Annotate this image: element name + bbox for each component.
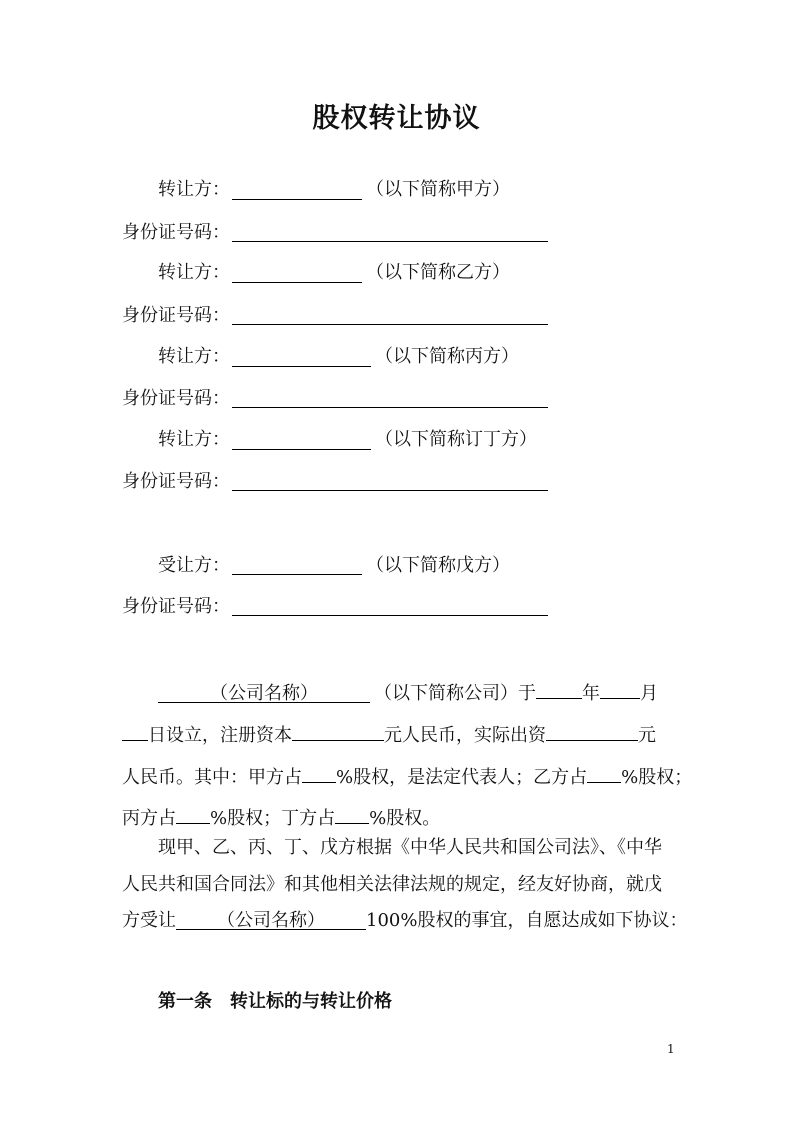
- day-blank[interactable]: [122, 720, 148, 741]
- party-e-id-label: 身份证号码：: [122, 596, 230, 617]
- yuan-text: 元: [638, 725, 656, 746]
- party-e-label: 受让方：: [158, 555, 230, 576]
- party-d-name-blank[interactable]: [232, 449, 371, 450]
- paid-capital-blank[interactable]: [546, 720, 638, 741]
- agreement-para-line2: 人民共和国合同法》和其他相关法律法规的规定，经友好协商，就戊: [122, 874, 662, 895]
- party-e-name-blank[interactable]: [232, 574, 362, 575]
- party-e-id-blank[interactable]: [232, 615, 548, 616]
- party-a-name-blank[interactable]: [232, 199, 362, 200]
- share-d-blank[interactable]: [335, 803, 369, 824]
- party-a-label: 转让方：: [158, 179, 230, 200]
- party-d-label: 转让方：: [158, 429, 230, 450]
- agreement-para-line3: [122, 909, 687, 933]
- agreement-company-placeholder: （公司名称）: [217, 910, 325, 931]
- equity-text: 100%股权的事宜，自愿达成如下协议：: [366, 910, 688, 931]
- company-para-line1: [158, 678, 658, 706]
- party-e-note: （以下简称戊方）: [366, 555, 510, 576]
- party-a-note: （以下简称甲方）: [366, 179, 510, 200]
- page-number: 1: [667, 1042, 675, 1056]
- party-c-id-label: 身份证号码：: [122, 388, 230, 409]
- party-a-id-label: 身份证号码：: [122, 222, 230, 243]
- party-b-id-label: 身份证号码：: [122, 305, 230, 326]
- party-b-note: （以下简称乙方）: [366, 262, 510, 283]
- month-blank[interactable]: [600, 678, 640, 699]
- party-b-id-blank[interactable]: [232, 324, 548, 325]
- day-capital-text: 日设立，注册资本: [148, 725, 292, 746]
- share-b-text: %股权，是法定代表人；乙方占: [336, 767, 588, 788]
- company-para-line3: [122, 762, 692, 790]
- agreement-para-line1: 现甲、乙、丙、丁、戊方根据《中华人民共和国公司法》、《中华: [158, 837, 662, 858]
- year-label: 年: [582, 683, 600, 704]
- party-b-name-blank[interactable]: [232, 282, 362, 283]
- party-d-id-blank[interactable]: [232, 490, 548, 491]
- party-c-name-blank[interactable]: [232, 366, 371, 367]
- party-a-id-blank[interactable]: [232, 241, 548, 242]
- registered-capital-blank[interactable]: [292, 720, 384, 741]
- share-c-blank[interactable]: [176, 803, 210, 824]
- party-d-id-label: 身份证号码：: [122, 471, 230, 492]
- article-1-heading: 第一条 转让标的与转让价格: [158, 991, 392, 1012]
- party-d-note: （以下简称订丁方）: [375, 429, 537, 450]
- party-b-label: 转让方：: [158, 262, 230, 283]
- company-para-line2: [122, 720, 656, 748]
- agreement-company-blank[interactable]: [176, 909, 366, 930]
- party-c-note: （以下简称丙方）: [375, 346, 519, 367]
- company-abbr-text: （以下简称公司）于: [374, 683, 536, 704]
- year-blank[interactable]: [536, 678, 582, 699]
- company-para-line4: [122, 803, 440, 831]
- share-a-blank[interactable]: [302, 762, 336, 783]
- month-label: 月: [640, 683, 658, 704]
- share-d-suffix: %股权。: [369, 808, 441, 829]
- share-d-text: %股权；丁方占: [210, 808, 336, 829]
- share-c-text: 丙方占: [122, 808, 176, 829]
- share-b-blank[interactable]: [587, 762, 621, 783]
- share-a-text: 人民币。其中：甲方占: [122, 767, 302, 788]
- document-title: 股权转让协议: [312, 103, 481, 134]
- company-name-placeholder: （公司名称）: [210, 683, 318, 704]
- transferee-text: 方受让: [122, 910, 176, 931]
- party-c-label: 转让方：: [158, 346, 230, 367]
- share-b-suffix: %股权；: [621, 767, 693, 788]
- company-name-blank[interactable]: [158, 682, 370, 703]
- party-c-id-blank[interactable]: [232, 407, 548, 408]
- capital-currency-text: 元人民币，实际出资: [384, 725, 546, 746]
